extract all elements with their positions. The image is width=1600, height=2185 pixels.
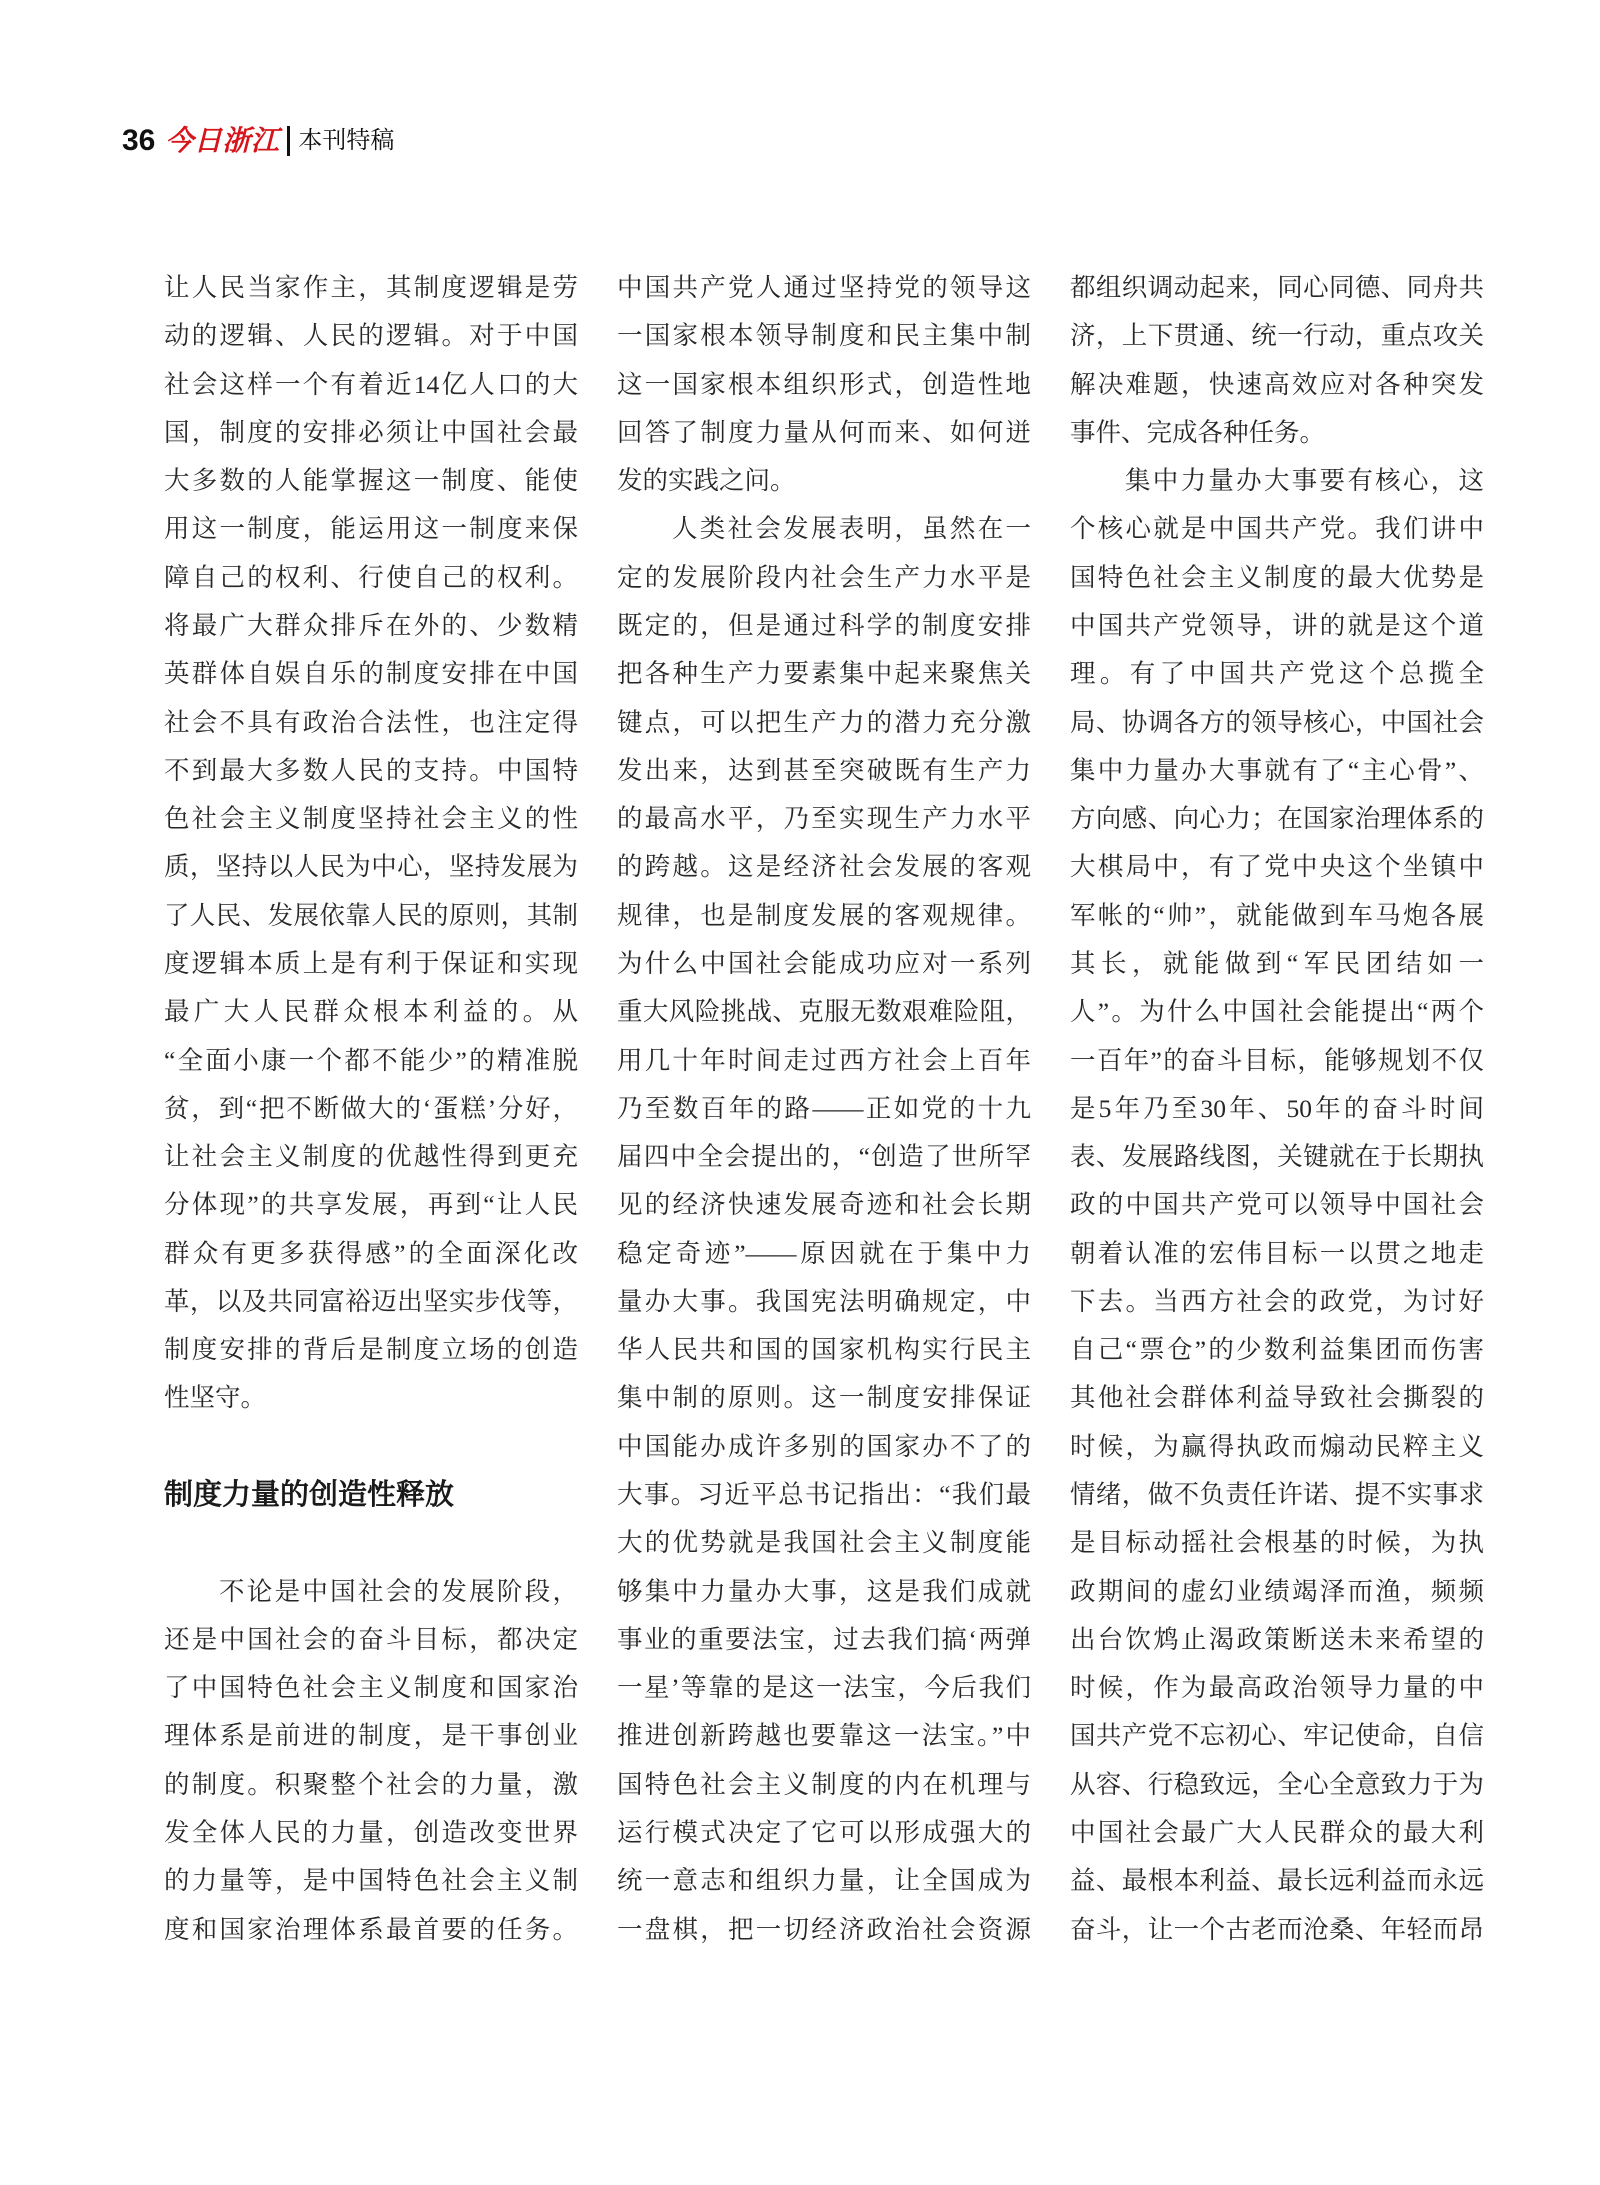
text-line: 发全体人民的力量，创造改变世界 <box>164 1818 578 1847</box>
text-line: 贫，到“把不断做大的‘蛋糕’分好， <box>164 1093 578 1123</box>
text-line: 大事。习近平总书记指出：“我们最 <box>617 1480 1031 1510</box>
text-line: 其他社会群体利益导致社会撕裂的 <box>1070 1383 1484 1413</box>
text-line: 运行模式决定了它可以形成强大的 <box>617 1818 1031 1847</box>
text-line: 下去。当西方社会的政党，为讨好 <box>1070 1286 1484 1316</box>
text-line: 不论是中国社会的发展阶段， <box>219 1576 578 1606</box>
text-line: 出台饮鸩止渴政策断送未来希望的 <box>1070 1624 1484 1654</box>
text-line: 国特色社会主义制度的内在机理与 <box>617 1769 1031 1799</box>
text-line: 群众有更多获得感”的全面深化改 <box>164 1238 578 1268</box>
text-line: 奋斗，让一个古老而沧桑、年轻而昂 <box>1070 1914 1484 1944</box>
text-line: 推进创新跨越也要靠这一法宝。”中 <box>617 1721 1031 1751</box>
left-column-paragraph-2 <box>164 1568 578 1954</box>
text-line: 够集中力量办大事，这是我们成就 <box>617 1576 1031 1606</box>
text-line: 不到最大多数人民的支持。中国特 <box>164 755 578 785</box>
text-line: 让社会主义制度的优越性得到更充 <box>164 1142 578 1172</box>
text-line: 方向感、向心力；在国家治理体系的 <box>1070 804 1484 834</box>
text-line: 度和国家治理体系最首要的任务。 <box>164 1914 578 1944</box>
page-header <box>122 121 394 161</box>
right-column-paragraph-1 <box>1070 264 1484 457</box>
text-line: 的制度。积聚整个社会的力量，激 <box>164 1769 578 1799</box>
text-line: 发出来，达到甚至突破既有生产力 <box>617 755 1031 785</box>
text-line: 中国共产党人通过坚持党的领导这 <box>617 273 1031 302</box>
left-column <box>164 264 578 1954</box>
text-line: 军帐的“帅”，就能做到车马炮各展 <box>1070 900 1484 930</box>
text-line: 情绪，做不负责任许诺、提不实事求 <box>1070 1480 1484 1510</box>
text-line: 中国能办成许多别的国家办不了的 <box>617 1431 1031 1461</box>
text-line: 国共产党不忘初心、牢记使命，自信 <box>1070 1721 1484 1751</box>
left-column-paragraph-1 <box>164 264 578 1423</box>
text-line: 一星’等靠的是这一法宝，今后我们 <box>617 1673 1031 1703</box>
text-line: 自己“票仓”的少数利益集团而伤害 <box>1070 1335 1484 1365</box>
text-line: 用几十年时间走过西方社会上百年 <box>617 1045 1031 1075</box>
text-line: 把各种生产力要素集中起来聚焦关 <box>617 659 1031 689</box>
text-line: 华人民共和国的国家机构实行民主 <box>617 1335 1031 1365</box>
right-column-paragraph-2 <box>1070 457 1484 1954</box>
text-line: 事业的重要法宝，过去我们搞‘两弹 <box>617 1624 1031 1654</box>
text-line: 质，坚持以人民为中心，坚持发展为 <box>164 852 578 882</box>
text-line: 益、最根本利益、最长远利益而永远 <box>1070 1866 1484 1896</box>
text-line: 理体系是前进的制度，是干事创业 <box>164 1721 578 1751</box>
text-line: 既定的，但是通过科学的制度安排 <box>617 610 1031 640</box>
section-heading: 制度力量的创造性释放 <box>164 1479 455 1512</box>
text-line: 回答了制度力量从何而来、如何迸 <box>617 417 1031 447</box>
text-line: 障自己的权利、行使自己的权利。 <box>164 562 578 592</box>
text-line: 国，制度的安排必须让中国社会最 <box>164 417 578 447</box>
text-line: 分体现”的共享发展，再到“让人民 <box>164 1190 578 1220</box>
text-line: 一盘棋，把一切经济政治社会资源 <box>617 1914 1031 1944</box>
text-line: 了人民、发展依靠人民的原则，其制 <box>164 900 578 930</box>
text-line: 个核心就是中国共产党。我们讲中 <box>1070 514 1484 544</box>
text-line: 了中国特色社会主义制度和国家治 <box>164 1673 578 1703</box>
text-line: 统一意志和组织力量，让全国成为 <box>617 1866 1031 1896</box>
text-line: 动的逻辑、人民的逻辑。对于中国 <box>164 321 578 351</box>
text-line: 为什么中国社会能成功应对一系列 <box>617 948 1031 978</box>
text-line: 人类社会发展表明，虽然在一 <box>672 514 1031 544</box>
text-line: 是5年乃至30年、50年的奋斗时间 <box>1070 1093 1484 1123</box>
text-line: 稳定奇迹”——原因就在于集中力 <box>617 1238 1031 1268</box>
text-line: 大棋局中，有了党中央这个坐镇中 <box>1070 852 1484 882</box>
text-line: 是目标动摇社会根基的时候，为执 <box>1070 1528 1484 1558</box>
text-line: 发的实践之问。 <box>617 466 796 496</box>
text-line: 集中制的原则。这一制度安排保证 <box>617 1383 1031 1413</box>
text-line: 届四中全会提出的，“创造了世所罕 <box>617 1142 1031 1172</box>
text-line: 还是中国社会的奋斗目标，都决定 <box>164 1624 578 1654</box>
text-line: 时候，作为最高政治领导力量的中 <box>1070 1673 1484 1703</box>
text-line: 大的优势就是我国社会主义制度能 <box>617 1528 1031 1558</box>
magazine-logo: 今日浙江 <box>165 124 280 157</box>
right-column <box>1070 264 1484 1954</box>
text-line: 政期间的虚幻业绩竭泽而渔，频频 <box>1070 1576 1484 1606</box>
text-line: 见的经济快速发展奇迹和社会长期 <box>617 1190 1031 1220</box>
text-line: 大多数的人能掌握这一制度、能使 <box>164 466 578 496</box>
text-line: 用这一制度，能运用这一制度来保 <box>164 514 578 544</box>
text-line: 政的中国共产党可以领导中国社会 <box>1070 1190 1484 1220</box>
text-line: 性坚守。 <box>164 1383 267 1413</box>
text-line: 的力量等，是中国特色社会主义制 <box>164 1866 578 1896</box>
text-line: 其长，就能做到“军民团结如一 <box>1070 948 1484 978</box>
middle-column-paragraph-2 <box>617 505 1031 1953</box>
text-line: 集中力量办大事要有核心，这 <box>1125 466 1484 496</box>
text-line: 规律，也是制度发展的客观规律。 <box>617 900 1031 930</box>
middle-column <box>617 264 1031 1954</box>
text-line: 乃至数百年的路——正如党的十九 <box>617 1093 1031 1123</box>
text-line: 色社会主义制度坚持社会主义的性 <box>164 804 578 834</box>
text-line: 中国共产党领导，讲的就是这个道 <box>1070 610 1484 640</box>
header-divider <box>287 126 290 156</box>
text-line: 国特色社会主义制度的最大优势是 <box>1070 562 1484 592</box>
text-line: 度逻辑本质上是有利于保证和实现 <box>164 948 578 978</box>
text-line: 键点，可以把生产力的潜力充分激 <box>617 707 1031 737</box>
text-line: 一国家根本领导制度和民主集中制 <box>617 321 1031 351</box>
text-line: 济，上下贯通、统一行动，重点攻关 <box>1070 321 1484 351</box>
text-line: 的最高水平，乃至实现生产力水平 <box>617 804 1031 834</box>
text-line: “全面小康一个都不能少”的精准脱 <box>164 1045 578 1075</box>
middle-column-paragraph-1 <box>617 264 1031 505</box>
text-line: 集中力量办大事就有了“主心骨”、 <box>1070 755 1484 785</box>
text-line: 英群体自娱自乐的制度安排在中国 <box>164 659 578 689</box>
text-line: 这一国家根本组织形式，创造性地 <box>617 369 1031 399</box>
text-line: 将最广大群众排斥在外的、少数精 <box>164 610 578 640</box>
text-line: 都组织调动起来，同心同德、同舟共 <box>1070 273 1484 302</box>
text-line: 事件、完成各种任务。 <box>1070 417 1326 447</box>
text-line: 中国社会最广大人民群众的最大利 <box>1070 1818 1484 1847</box>
text-line: 局、协调各方的领导核心，中国社会 <box>1070 707 1484 737</box>
text-line: 表、发展路线图，关键就在于长期执 <box>1070 1142 1484 1172</box>
text-line: 制度安排的背后是制度立场的创造 <box>164 1335 578 1365</box>
text-line: 让人民当家作主，其制度逻辑是劳 <box>164 273 578 302</box>
text-line: 量办大事。我国宪法明确规定，中 <box>617 1286 1031 1316</box>
text-line: 时候，为赢得执政而煽动民粹主义 <box>1070 1431 1484 1461</box>
text-line: 革，以及共同富裕迈出坚实步伐等， <box>164 1286 578 1316</box>
text-line: 定的发展阶段内社会生产力水平是 <box>617 562 1031 592</box>
text-line: 最广大人民群众根本利益的。从 <box>164 997 578 1027</box>
text-line: 一百年”的奋斗目标，能够规划不仅 <box>1070 1045 1484 1075</box>
text-line: 社会这样一个有着近14亿人口的大 <box>164 369 578 399</box>
text-line: 从容、行稳致远，全心全意致力于为 <box>1070 1769 1484 1799</box>
page-number: 36 <box>122 124 156 157</box>
text-line: 理。有了中国共产党这个总揽全 <box>1070 659 1484 689</box>
text-line: 的跨越。这是经济社会发展的客观 <box>617 852 1031 882</box>
text-line: 朝着认准的宏伟目标一以贯之地走 <box>1070 1238 1484 1268</box>
text-line: 重大风险挑战、克服无数艰难险阻， <box>617 997 1031 1027</box>
text-line: 社会不具有政治合法性，也注定得 <box>164 707 578 737</box>
text-line: 解决难题，快速高效应对各种突发 <box>1070 369 1484 399</box>
section-label: 本刊特稿 <box>298 127 395 154</box>
text-line: 人”。为什么中国社会能提出“两个 <box>1070 997 1484 1027</box>
